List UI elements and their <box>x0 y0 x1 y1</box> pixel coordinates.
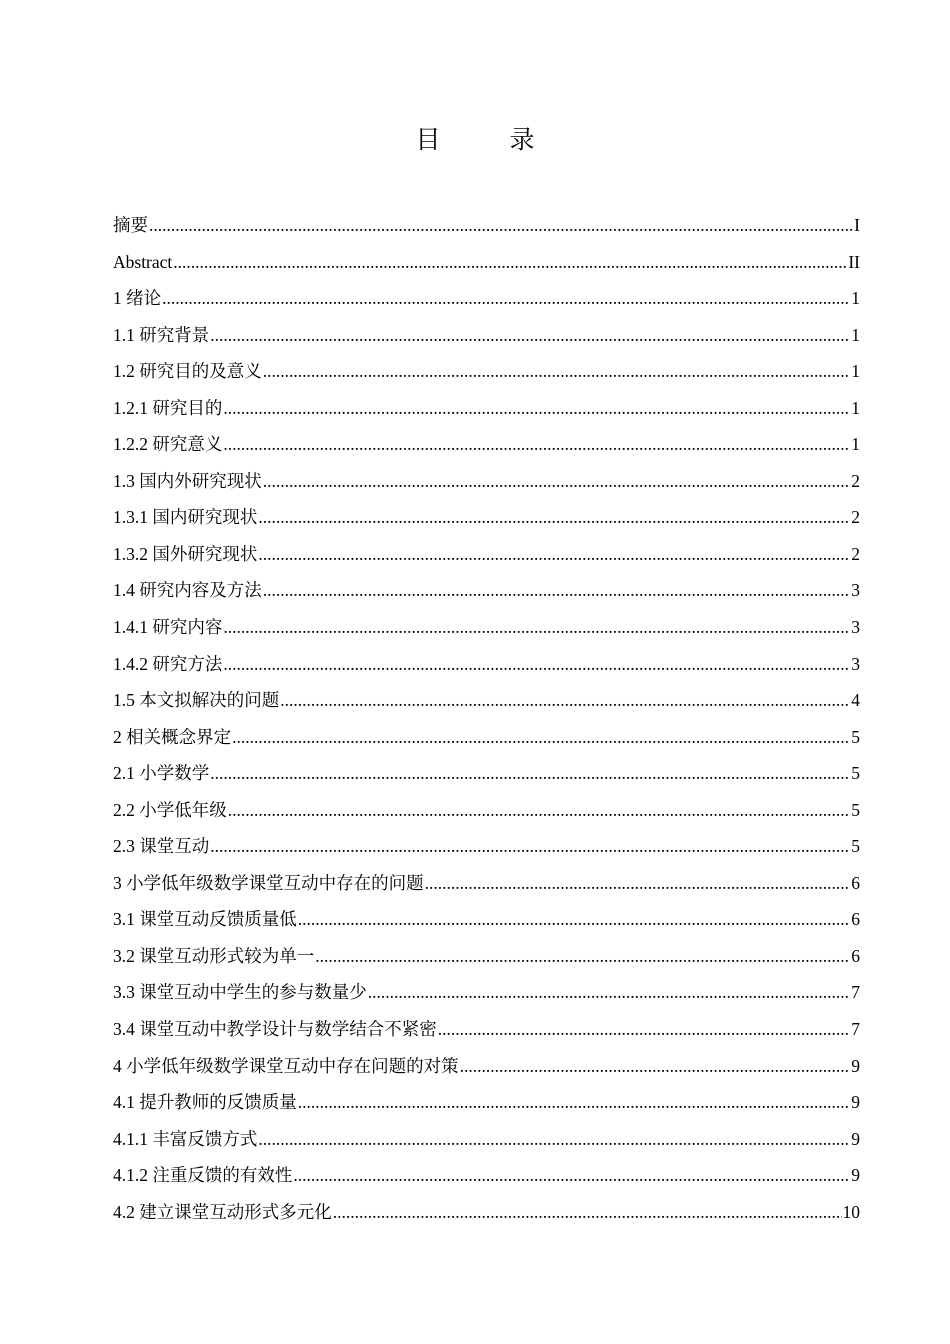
toc-entry[interactable] <box>113 1194 860 1231</box>
toc-dot-leader <box>280 682 850 719</box>
toc-entry-text: 1.3 国内外研究现状 <box>113 470 262 491</box>
toc-dot-leader <box>223 609 850 646</box>
toc-entry-text: 3 小学低年级数学课堂互动中存在的问题 <box>113 872 424 893</box>
toc-entry-text: 3.4 课堂互动中教学设计与数学结合不紧密 <box>113 1019 437 1040</box>
toc-entry-text: 4.1.1 丰富反馈方式 <box>113 1128 258 1149</box>
toc-entry[interactable] <box>113 609 860 646</box>
toc-entry-page: 9 <box>851 1092 860 1113</box>
toc-entry-page: 2 <box>851 507 860 528</box>
toc-entry-text: 1.4.1 研究内容 <box>113 617 223 638</box>
toc-entry-text: 1.4.2 研究方法 <box>113 653 223 674</box>
toc-entry-page: 9 <box>851 1128 860 1149</box>
toc-entry[interactable] <box>113 317 860 354</box>
toc-entry-page: 2 <box>851 543 860 564</box>
toc-entry-text: 1.4 研究内容及方法 <box>113 580 262 601</box>
toc-entry[interactable] <box>113 682 860 719</box>
toc-dot-leader <box>263 572 851 609</box>
toc-dot-leader <box>298 1084 851 1121</box>
toc-entry[interactable] <box>113 646 860 683</box>
toc-entry-page: I <box>854 215 860 235</box>
toc-entry-text: 3.2 课堂互动形式较为单一 <box>113 945 315 966</box>
toc-entry-page: 4 <box>851 690 860 711</box>
toc-entry-page: 5 <box>851 799 860 820</box>
toc-entry-page: 1 <box>851 397 860 418</box>
toc-entry-text: 4.1 提升教师的反馈质量 <box>113 1092 297 1113</box>
toc-entry-text: 4.2 建立课堂互动形式多元化 <box>113 1201 332 1222</box>
toc-entry-text: 1.1 研究背景 <box>113 324 210 345</box>
toc-entry[interactable] <box>113 1157 860 1194</box>
toc-entry-page: 7 <box>851 982 860 1003</box>
toc-entry-page: 1 <box>851 288 860 309</box>
toc-dot-leader <box>333 1194 842 1231</box>
toc-entry-page: 3 <box>851 653 860 674</box>
toc-entry-page: 5 <box>851 836 860 857</box>
toc-dot-leader <box>210 317 850 354</box>
toc-dot-leader <box>258 499 850 536</box>
toc-entry-page: 2 <box>851 470 860 491</box>
toc-dot-leader <box>232 719 850 756</box>
toc-entry-page: 9 <box>851 1165 860 1186</box>
toc-entry-page: 5 <box>851 763 860 784</box>
toc-dot-leader <box>210 828 850 865</box>
toc-dot-leader <box>368 974 851 1011</box>
toc-entry-page: II <box>848 251 860 272</box>
toc-entry-page: 6 <box>851 872 860 893</box>
toc-entry[interactable] <box>113 792 860 829</box>
toc-entry[interactable] <box>113 426 860 463</box>
toc-dot-leader <box>173 244 847 281</box>
toc-entry-page: 1 <box>851 434 860 455</box>
toc-list <box>113 207 860 1230</box>
toc-entry[interactable] <box>113 828 860 865</box>
toc-entry-text: 3.3 课堂互动中学生的参与数量少 <box>113 982 367 1003</box>
toc-entry-page: 5 <box>851 726 860 747</box>
toc-title: 目 录 <box>415 125 557 154</box>
toc-entry-text: 摘要 <box>113 215 148 235</box>
toc-entry[interactable] <box>113 1011 860 1048</box>
toc-dot-leader <box>223 390 850 427</box>
toc-entry[interactable] <box>113 280 860 317</box>
toc-entry-page: 6 <box>851 909 860 930</box>
toc-entry-text: 1 绪论 <box>113 288 162 309</box>
toc-entry-text: 2.1 小学数学 <box>113 763 210 784</box>
toc-entry-text: 4.1.2 注重反馈的有效性 <box>113 1165 293 1186</box>
toc-entry-text: 2.3 课堂互动 <box>113 836 210 857</box>
toc-entry[interactable] <box>113 1121 860 1158</box>
toc-dot-leader <box>460 1048 851 1085</box>
toc-dot-leader <box>223 426 850 463</box>
toc-entry-text: 3.1 课堂互动反馈质量低 <box>113 909 297 930</box>
toc-dot-leader <box>149 207 853 244</box>
toc-entry-text: 1.2.2 研究意义 <box>113 434 223 455</box>
toc-entry[interactable] <box>113 572 860 609</box>
toc-entry-text: 1.3.2 国外研究现状 <box>113 543 258 564</box>
toc-entry-text: 1.3.1 国内研究现状 <box>113 507 258 528</box>
toc-entry-text: 1.5 本文拟解决的问题 <box>113 690 280 711</box>
toc-dot-leader <box>263 353 851 390</box>
toc-dot-leader <box>293 1157 850 1194</box>
toc-entry-page: 10 <box>842 1201 860 1222</box>
toc-entry[interactable] <box>113 353 860 390</box>
toc-entry[interactable] <box>113 755 860 792</box>
toc-entry[interactable] <box>113 1084 860 1121</box>
toc-entry[interactable] <box>113 719 860 756</box>
toc-dot-leader <box>438 1011 851 1048</box>
toc-entry-text: Abstract <box>113 251 173 272</box>
toc-entry-text: 1.2 研究目的及意义 <box>113 361 262 382</box>
toc-entry[interactable] <box>113 207 860 244</box>
toc-entry-page: 1 <box>851 324 860 345</box>
toc-dot-leader <box>162 280 850 317</box>
toc-entry[interactable] <box>113 1048 860 1085</box>
toc-entry[interactable] <box>113 463 860 500</box>
toc-entry-page: 3 <box>851 580 860 601</box>
toc-dot-leader <box>298 901 851 938</box>
toc-dot-leader <box>315 938 850 975</box>
toc-entry[interactable] <box>113 244 860 281</box>
toc-dot-leader <box>425 865 851 902</box>
toc-entry[interactable] <box>113 974 860 1011</box>
toc-dot-leader <box>223 646 850 683</box>
toc-entry-page: 3 <box>851 617 860 638</box>
toc-entry-page: 9 <box>851 1055 860 1076</box>
toc-entry[interactable] <box>113 499 860 536</box>
toc-dot-leader <box>258 536 850 573</box>
toc-dot-leader <box>263 463 851 500</box>
toc-entry-page: 6 <box>851 945 860 966</box>
toc-entry[interactable] <box>113 901 860 938</box>
toc-dot-leader <box>258 1121 850 1158</box>
toc-entry-text: 2.2 小学低年级 <box>113 799 227 820</box>
toc-entry[interactable] <box>113 390 860 427</box>
toc-entry-text: 1.2.1 研究目的 <box>113 397 223 418</box>
toc-dot-leader <box>210 755 850 792</box>
toc-entry[interactable] <box>113 865 860 902</box>
toc-entry-text: 2 相关概念界定 <box>113 726 232 747</box>
toc-dot-leader <box>228 792 851 829</box>
toc-entry[interactable] <box>113 938 860 975</box>
toc-entry-page: 1 <box>851 361 860 382</box>
toc-entry-page: 7 <box>851 1019 860 1040</box>
toc-entry-text: 4 小学低年级数学课堂互动中存在问题的对策 <box>113 1055 459 1076</box>
toc-entry[interactable] <box>113 536 860 573</box>
